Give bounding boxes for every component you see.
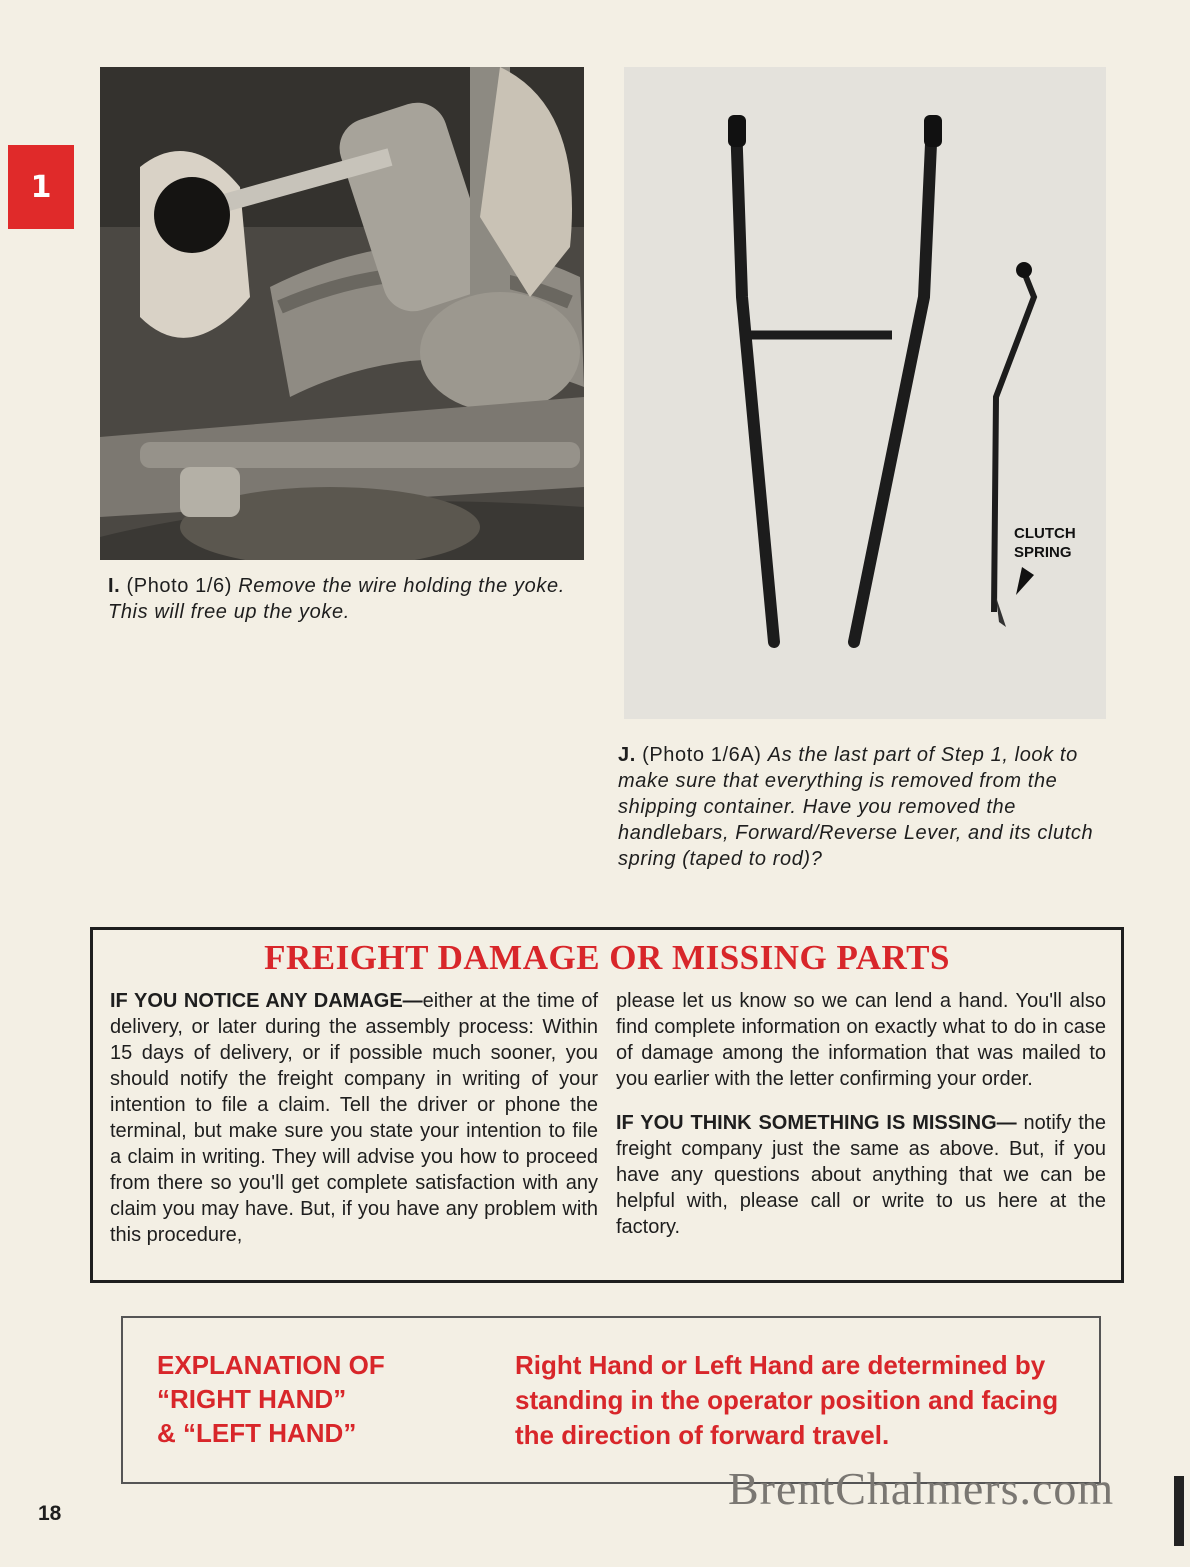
caption-photo-j xyxy=(618,742,1104,872)
section-tab: 1 xyxy=(8,145,74,229)
missing-text: notify the freight company just the same as above. But, if you have any questions about anything that we can be helpful with, please call or write to us here at the factory. xyxy=(616,1112,1107,1238)
caption-label: J. xyxy=(618,744,636,766)
missing-lead: IF YOU THINK SOMETHING IS MISSING— xyxy=(616,1112,1017,1134)
photo-handlebars xyxy=(624,67,1106,719)
caption-photo-i xyxy=(108,573,590,625)
caption-ref: (Photo 1/6A) xyxy=(642,744,762,766)
freight-title: FREIGHT DAMAGE OR MISSING PARTS xyxy=(264,938,950,977)
hand-heading-line-3: & “LEFT HAND” xyxy=(157,1418,357,1448)
hand-heading-line-2: “RIGHT HAND” xyxy=(157,1384,347,1414)
freight-column-right xyxy=(616,988,1106,1240)
photo-yoke xyxy=(100,67,584,560)
damage-paragraph-cont: please let us know so we can lend a hand. You'll also find complete information on exactly what to do in case of damage among the information that was mailed to you earlier with the letter confirming your order. xyxy=(616,990,1106,1090)
page-number: 18 xyxy=(38,1502,62,1525)
missing-paragraph xyxy=(616,1110,1106,1240)
caption-text: Remove the wire holding the yoke. This will free up the yoke. xyxy=(108,575,565,623)
freight-column-left xyxy=(110,988,598,1248)
caption-ref: (Photo 1/6) xyxy=(126,575,233,597)
callout-clutch-label-2: SPRING xyxy=(1014,544,1072,561)
photo-yoke-illustration xyxy=(100,67,584,560)
hand-explanation-box xyxy=(121,1316,1101,1484)
damage-lead: IF YOU NOTICE ANY DAMAGE— xyxy=(110,990,423,1012)
hand-heading-line-1: EXPLANATION OF xyxy=(157,1350,385,1380)
hand-heading xyxy=(157,1348,477,1450)
freight-damage-box xyxy=(90,927,1124,1283)
watermark: BrentChalmers.com xyxy=(728,1463,1115,1514)
callout-clutch-label-1: CLUTCH xyxy=(1014,525,1076,542)
damage-text: either at the time of delivery, or later during the assembly process: Within 15 days of delivery, or if possible much sooner, you should notify the freight company in writing of your intention to file a claim. Tell the driver or phone the terminal, but make sure you state your intention to file a claim in writing. They will advise you how to proceed from there so you'll get complete satisfaction with any claim you may have. But, if you have any problem with this procedure, xyxy=(110,990,598,1246)
damage-paragraph xyxy=(110,988,598,1248)
photo-handlebars-illustration xyxy=(624,67,1106,719)
caption-label: I. xyxy=(108,575,121,597)
hand-body: Right Hand or Left Hand are determined by standing in the operator position and facing the direction of forward travel. xyxy=(515,1350,1059,1450)
page-edge-mark xyxy=(1174,1476,1184,1546)
caption-text: As the last part of Step 1, look to make sure that everything is removed from the shipping container. Have you removed the handlebars, Forward/Reverse Lever, and its clutch spring (taped to rod)? xyxy=(618,744,1094,870)
